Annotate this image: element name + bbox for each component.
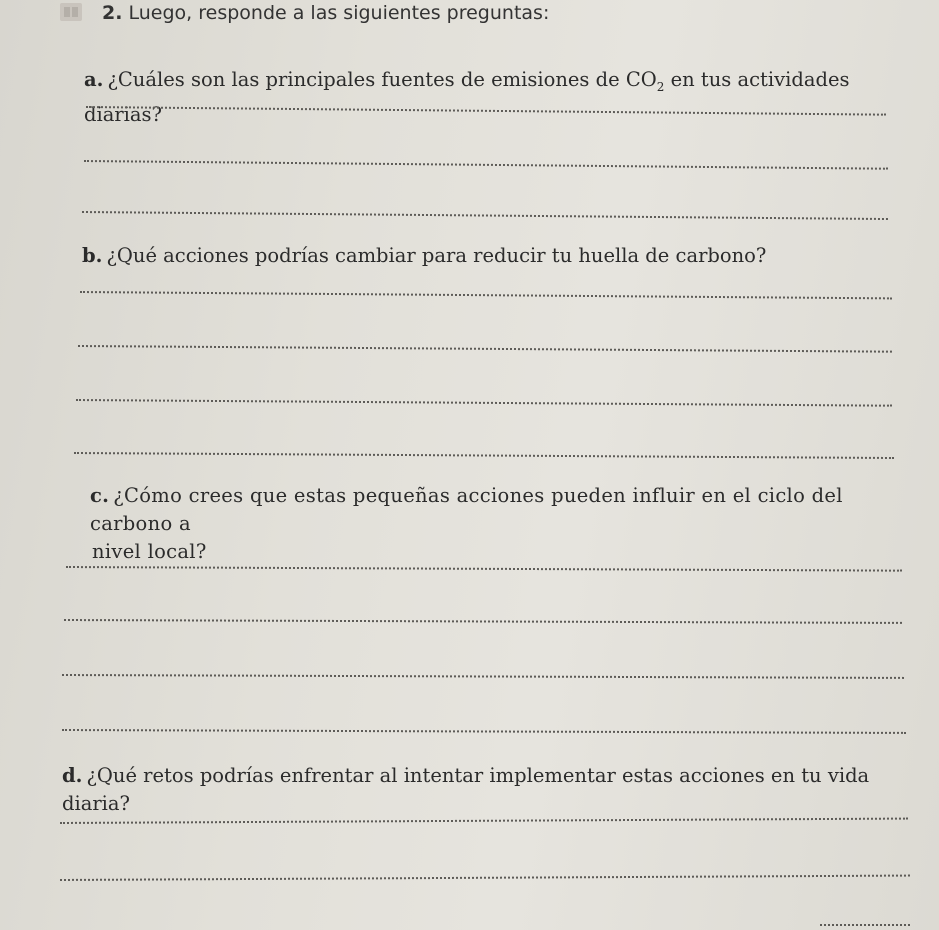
answer-line[interactable]: [74, 452, 894, 459]
question-d-text: ¿Qué retos podrías enfrentar al intentar implementar estas acciones en tu vida diaria?: [62, 764, 870, 815]
question-d: [62, 762, 932, 818]
question-d-label: d.: [62, 764, 83, 787]
answer-line[interactable]: [60, 875, 910, 881]
answer-line[interactable]: [66, 566, 902, 572]
section-icon: [60, 3, 82, 21]
question-c-label: c.: [90, 484, 110, 507]
answer-line[interactable]: [82, 211, 888, 220]
section-heading: [102, 2, 549, 24]
answer-line[interactable]: [60, 818, 908, 824]
question-b-text: ¿Qué acciones podrías cambiar para reducir tu huella de carbono?: [106, 244, 767, 267]
question-c: [90, 482, 920, 566]
section-number: 2.: [102, 2, 123, 24]
question-a: [84, 66, 924, 129]
answer-line[interactable]: [84, 160, 888, 170]
question-c-text-line1: ¿Cómo crees que estas pequeñas acciones pueden influir en el ciclo del carbono a: [90, 484, 843, 535]
question-c-text-line2: nivel local?: [92, 540, 207, 563]
answer-line[interactable]: [820, 924, 910, 926]
question-a-text-after: en tus actividades diarias?: [84, 68, 850, 126]
question-b: [82, 242, 922, 270]
question-a-subscript: 2: [656, 79, 665, 94]
answer-line[interactable]: [62, 729, 906, 734]
section-heading-text: Luego, responde a las siguientes preguntas:: [128, 2, 550, 24]
answer-line[interactable]: [64, 619, 902, 624]
question-a-text-before: ¿Cuáles son las principales fuentes de emisiones de CO: [107, 68, 657, 91]
question-b-label: b.: [82, 244, 103, 267]
answer-line[interactable]: [80, 291, 892, 299]
answer-line[interactable]: [76, 399, 892, 407]
question-a-label: a.: [84, 68, 104, 91]
answer-line[interactable]: [62, 674, 904, 679]
answer-line[interactable]: [78, 345, 892, 353]
